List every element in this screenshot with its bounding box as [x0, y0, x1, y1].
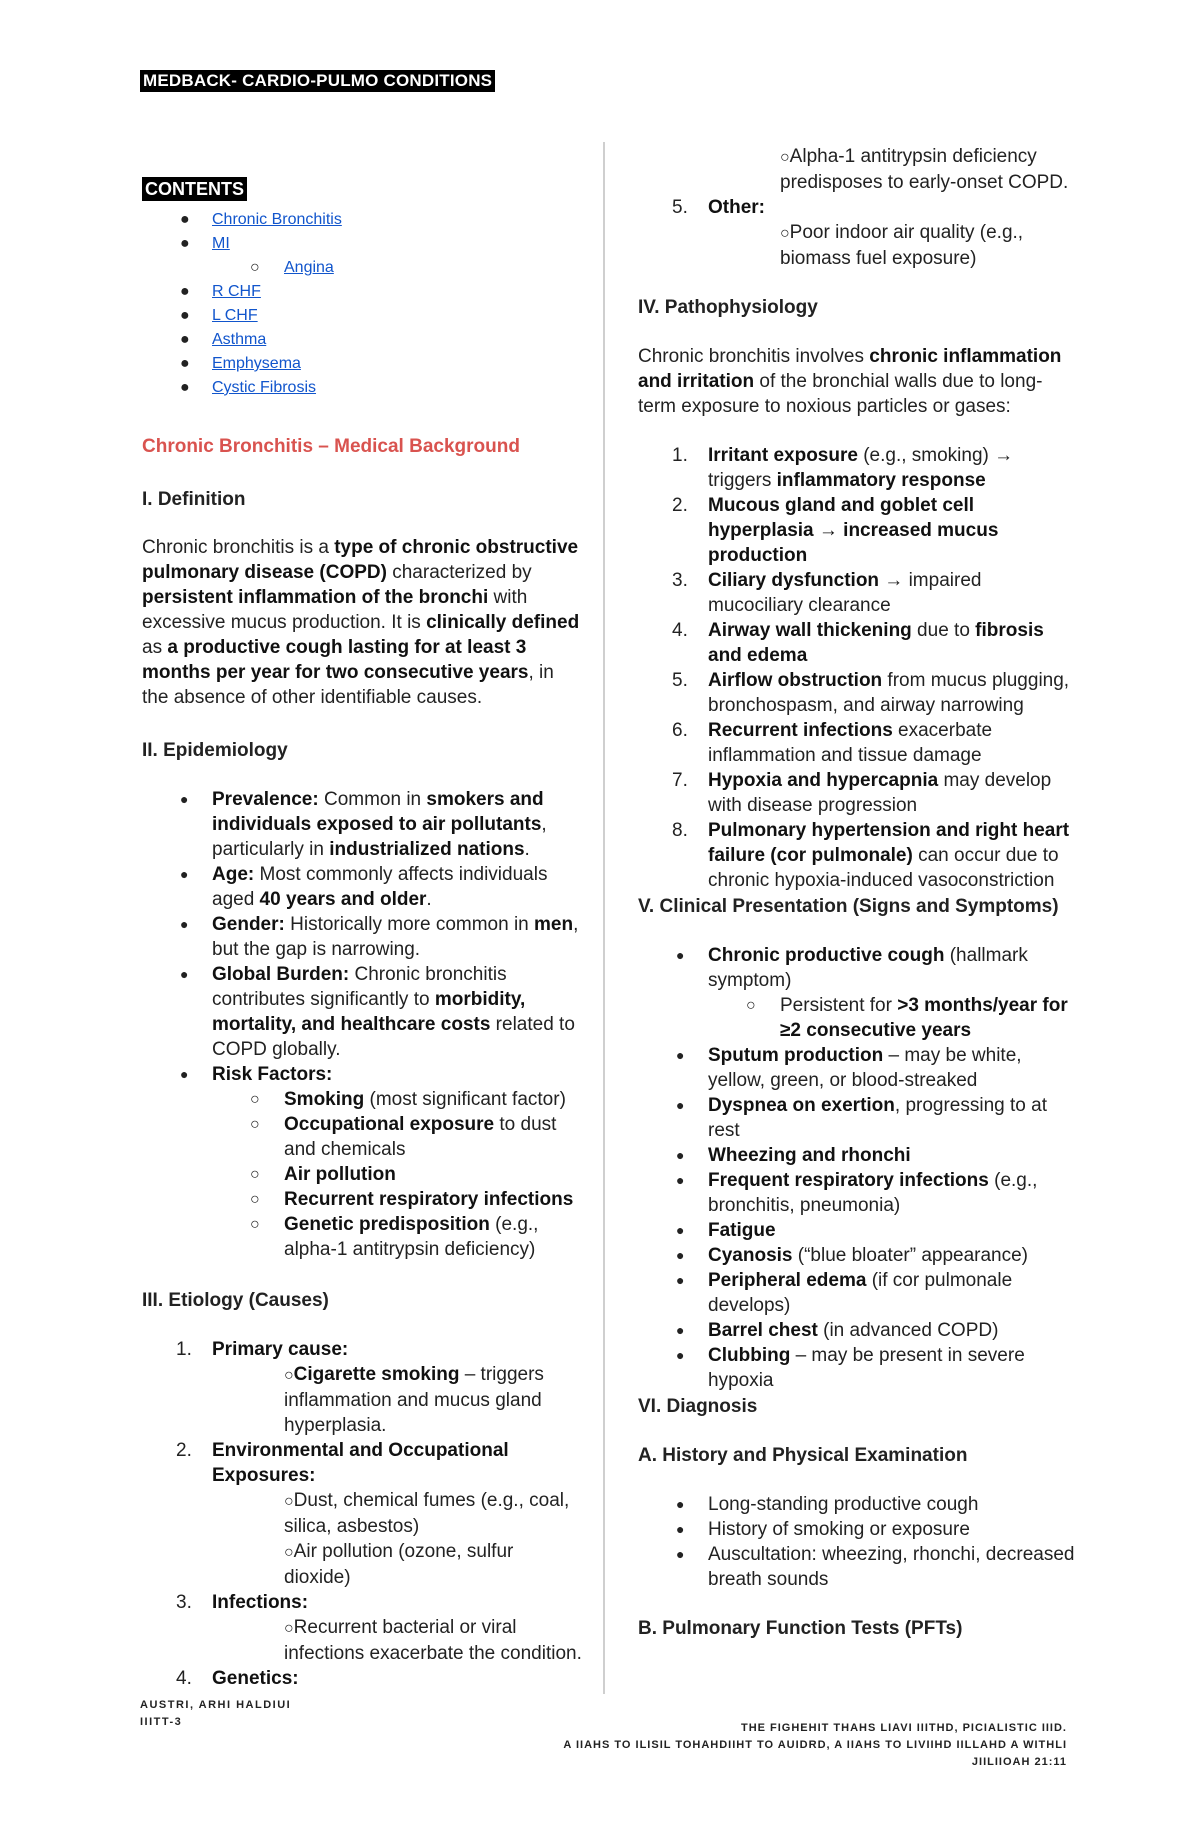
text: (“blue bloater” appearance)	[792, 1245, 1029, 1266]
list-subitem	[142, 1087, 582, 1112]
toc-link-angina[interactable]: Angina	[284, 259, 334, 276]
pathophysiology-heading: IV. Pathophysiology	[638, 297, 818, 318]
list-item	[638, 1268, 1078, 1318]
text: Sputum production	[708, 1045, 884, 1066]
table-of-contents	[142, 208, 582, 400]
list-item	[638, 443, 1078, 493]
text: Auscultation: wheezing, rhonchi, decreased breath sounds	[708, 1544, 1075, 1590]
text: Recurrent infections	[708, 720, 893, 741]
text: from mucus plugging, bronchospasm, and airway narrowing	[708, 670, 1070, 716]
etiology-list	[142, 1337, 582, 1691]
hollow-bullet-icon: ○	[284, 1493, 294, 1510]
list-item	[638, 668, 1078, 718]
hollow-bullet-icon: ○	[284, 1367, 294, 1384]
text: , but the gap is narrowing.	[212, 914, 579, 960]
text: Global Burden:	[212, 964, 350, 985]
text: Age:	[212, 864, 255, 885]
text: Chronic bronchitis contributes significantly to	[212, 964, 507, 1010]
text: (e.g., bronchitis, pneumonia)	[708, 1170, 1038, 1216]
footer-author-class: IIITT-3	[140, 1716, 183, 1728]
toc-item	[142, 232, 582, 256]
list-subitem	[142, 1162, 582, 1187]
list-item	[142, 862, 582, 912]
text: morbidity, mortality, and healthcare costs	[212, 989, 526, 1035]
text: Poor indoor air quality (e.g., biomass fuel exposure)	[780, 222, 1024, 269]
pathophysiology-intro	[638, 344, 1078, 419]
list-item	[638, 493, 1078, 568]
list-item	[142, 912, 582, 962]
bullet-icon: ●	[180, 866, 189, 882]
footer-quote-reference: JIILIIOAH 21:11	[971, 1756, 1067, 1768]
text: Risk Factors:	[212, 1064, 333, 1085]
hollow-bullet-icon: ○	[746, 997, 756, 1014]
text: Gender:	[212, 914, 285, 935]
text: Frequent respiratory infections	[708, 1170, 989, 1191]
toc-item	[142, 352, 582, 376]
text: Occupational exposure	[284, 1114, 495, 1135]
text: Cigarette smoking	[293, 1364, 460, 1385]
text: inflammatory response	[776, 470, 986, 491]
list-number: 4.	[176, 1668, 192, 1689]
toc-link-emphysema[interactable]: Emphysema	[212, 355, 301, 372]
bullet-icon: ●	[180, 283, 190, 300]
definition-heading: I. Definition	[142, 489, 246, 510]
text: type of chronic obstructive pulmonary disease (COPD)	[142, 537, 579, 583]
bullet-icon: ●	[676, 1496, 685, 1512]
text: Clubbing	[708, 1345, 791, 1366]
list-subitem	[142, 1488, 582, 1539]
list-item	[638, 1343, 1078, 1393]
clinical-heading: V. Clinical Presentation (Signs and Symptoms)	[638, 896, 1059, 917]
pathophysiology-list	[638, 443, 1078, 893]
footer-quote-line: A IIAHS TO ILISIL TOHAHDIIHT TO AUIDRD, A IIAHS TO LIVIIHD IILLAHD A WITHLI	[563, 1739, 1067, 1751]
toc-item	[142, 208, 582, 232]
diagnosis-subheading-a: A. History and Physical Examination	[638, 1445, 968, 1466]
bullet-icon: ●	[180, 379, 190, 396]
text: – may be white, yellow, green, or blood-streaked	[708, 1045, 1022, 1091]
list-item	[638, 1093, 1078, 1143]
text: Long-standing productive cough	[708, 1494, 979, 1515]
diagnosis-subheading-b: B. Pulmonary Function Tests (PFTs)	[638, 1618, 963, 1639]
list-item	[142, 1062, 582, 1087]
text: (hallmark symptom)	[708, 945, 1028, 991]
footer-author-name: AUSTRI, ARHI HALDIUI	[140, 1699, 292, 1711]
text: Alpha-1 antitrypsin deficiency predisposes to early-onset COPD.	[780, 146, 1069, 193]
list-item	[638, 1517, 1078, 1542]
toc-item	[142, 376, 582, 400]
list-subitem	[142, 1112, 582, 1162]
bullet-icon: ●	[676, 1097, 685, 1113]
bullet-icon: ●	[676, 1521, 685, 1537]
text: Barrel chest	[708, 1320, 818, 1341]
bullet-icon: ●	[180, 966, 189, 982]
text: History of smoking or exposure	[708, 1519, 970, 1540]
bullet-icon: ●	[676, 1272, 685, 1288]
list-item	[638, 768, 1078, 818]
hollow-bullet-icon: ○	[284, 1544, 294, 1561]
list-item	[638, 818, 1078, 893]
document-title: MEDBACK- CARDIO-PULMO CONDITIONS	[140, 70, 495, 92]
toc-item	[142, 304, 582, 328]
list-item	[638, 1542, 1078, 1592]
hollow-bullet-icon: ○	[284, 1620, 294, 1637]
text: Wheezing and rhonchi	[708, 1145, 911, 1166]
list-item	[638, 195, 1078, 220]
list-subitem	[142, 1212, 582, 1262]
bullet-icon: ●	[676, 1047, 685, 1063]
list-item	[638, 1168, 1078, 1218]
epidemiology-heading: II. Epidemiology	[142, 740, 288, 761]
bullet-icon: ●	[180, 235, 190, 252]
text: – may be present in severe hypoxia	[708, 1345, 1025, 1391]
text: may develop with disease progression	[708, 770, 1052, 816]
text: .	[524, 839, 530, 860]
text: Irritant exposure	[708, 445, 858, 466]
list-item	[142, 962, 582, 1062]
text: men	[534, 914, 574, 935]
hollow-bullet-icon: ○	[780, 225, 790, 242]
toc-link-l-chf[interactable]: L CHF	[212, 307, 258, 324]
text: .	[426, 889, 432, 910]
bullet-icon: ●	[676, 1247, 685, 1263]
text: Primary cause:	[212, 1339, 349, 1360]
text: related to COPD globally.	[212, 1014, 575, 1060]
list-number: 7.	[672, 770, 688, 791]
bullet-icon: ●	[180, 791, 189, 807]
list-number: 2.	[672, 495, 688, 516]
hollow-bullet-icon: ○	[250, 1166, 260, 1183]
list-number: 1.	[176, 1339, 192, 1360]
text: , particularly in	[212, 814, 547, 860]
epidemiology-list	[142, 787, 582, 1262]
hollow-bullet-icon: ○	[780, 149, 790, 166]
bullet-icon: ●	[676, 1347, 685, 1363]
text: characterized by	[386, 562, 532, 583]
list-subitem	[142, 1187, 582, 1212]
footer-quote-line: THE FIGHEHIT THAHS LIAVI IIITHD, PICIALISTIC IIID.	[740, 1722, 1067, 1734]
text: Genetic predisposition	[284, 1214, 490, 1235]
text: → increased mucus production	[708, 520, 999, 566]
text: (in advanced COPD)	[817, 1320, 999, 1341]
text: a productive cough lasting for at least 3 months per year for two consecutive years	[142, 637, 529, 683]
text: with excessive mucus production. It is	[142, 587, 528, 633]
list-item	[638, 1492, 1078, 1517]
etiology-heading: III. Etiology (Causes)	[142, 1290, 329, 1311]
text: Dyspnea on exertion	[708, 1095, 895, 1116]
text: Genetics:	[212, 1668, 299, 1689]
bullet-icon: ●	[180, 307, 190, 324]
bullet-icon: ●	[676, 1546, 685, 1562]
text: Recurrent respiratory infections	[284, 1189, 574, 1210]
text: Historically more common in	[284, 914, 535, 935]
text: chronic inflammation and irritation	[638, 346, 1062, 392]
list-item	[142, 1590, 582, 1615]
text: Environmental and Occupational Exposures:	[212, 1440, 509, 1486]
section-title: Chronic Bronchitis – Medical Background	[142, 436, 520, 457]
definition-paragraph	[142, 535, 582, 710]
list-item	[142, 1666, 582, 1691]
toc-link-asthma[interactable]: Asthma	[212, 331, 267, 348]
text: Hypoxia and hypercapnia	[708, 770, 939, 791]
text: , progressing to at rest	[708, 1095, 1047, 1141]
bullet-icon: ●	[676, 1172, 685, 1188]
text: fibrosis and edema	[708, 620, 1044, 666]
toc-link-r-chf[interactable]: R CHF	[212, 283, 261, 300]
text: (if cor pulmonale develops)	[708, 1270, 1013, 1316]
text: Air pollution (ozone, sulfur dioxide)	[284, 1541, 514, 1588]
bullet-icon: ●	[676, 1147, 685, 1163]
text: smokers and individuals exposed to air pollutants	[212, 789, 544, 835]
bullet-icon: ●	[180, 331, 190, 348]
text: clinically defined	[426, 612, 580, 633]
bullet-icon: ●	[180, 1066, 189, 1082]
bullet-icon: ●	[180, 211, 190, 228]
text: Chronic bronchitis involves	[638, 346, 870, 367]
text: Airflow obstruction	[708, 670, 883, 691]
footer-quote	[563, 1720, 1067, 1771]
hollow-bullet-icon: ○	[250, 1216, 260, 1233]
text: Chronic productive cough	[708, 945, 945, 966]
text: Recurrent bacterial or viral infections exacerbate the condition.	[284, 1617, 582, 1664]
text: Fatigue	[708, 1220, 776, 1241]
text: Airway wall thickening	[708, 620, 912, 641]
toc-item	[142, 328, 582, 352]
toc-item	[142, 280, 582, 304]
text: to dust and chemicals	[284, 1114, 557, 1160]
footer-author	[140, 1697, 291, 1731]
text: due to	[911, 620, 976, 641]
contents-heading: CONTENTS	[142, 177, 247, 201]
list-item	[638, 1043, 1078, 1093]
list-item	[142, 1438, 582, 1488]
list-number: 8.	[672, 820, 688, 841]
text: → impaired mucociliary clearance	[708, 570, 982, 616]
text: Mucous gland and goblet cell hyperplasia	[708, 495, 975, 541]
bullet-icon: ●	[676, 947, 685, 963]
list-subitem	[142, 1539, 582, 1590]
toc-item	[142, 256, 582, 280]
list-subitem	[638, 144, 1078, 195]
text: Common in	[318, 789, 427, 810]
list-item	[638, 943, 1078, 993]
toc-link-chronic-bronchitis[interactable]: Chronic Bronchitis	[212, 211, 342, 228]
text: Ciliary dysfunction	[708, 570, 880, 591]
text: Dust, chemical fumes (e.g., coal, silica, asbestos)	[284, 1490, 570, 1537]
list-item	[638, 718, 1078, 768]
list-item	[638, 1243, 1078, 1268]
text: 40 years and older	[259, 889, 427, 910]
text: of the bronchial walls due to long-term exposure to noxious particles or gases:	[638, 371, 1043, 417]
text: Infections:	[212, 1592, 309, 1613]
diagnosis-a-list	[638, 1492, 1078, 1592]
hollow-bullet-icon: ○	[250, 1116, 260, 1133]
list-number: 3.	[176, 1592, 192, 1613]
text: industrialized nations	[329, 839, 525, 860]
list-subitem	[142, 1362, 582, 1438]
list-subitem	[638, 993, 1078, 1043]
list-item	[142, 1337, 582, 1362]
toc-link-mi[interactable]: MI	[212, 235, 230, 252]
hollow-bullet-icon: ○	[250, 1191, 260, 1208]
text: Chronic bronchitis is a	[142, 537, 335, 558]
text: (e.g., smoking) → triggers	[708, 445, 1014, 491]
text: persistent inflammation of the bronchi	[142, 587, 489, 608]
text: as	[142, 637, 168, 658]
bullet-icon: ●	[180, 916, 189, 932]
list-item	[638, 1143, 1078, 1168]
list-item	[638, 568, 1078, 618]
clinical-list	[638, 943, 1078, 1393]
bullet-icon: ●	[676, 1222, 685, 1238]
bullet-icon: ●	[180, 355, 190, 372]
text: Most commonly affects individuals aged	[212, 864, 548, 910]
text: Cyanosis	[708, 1245, 793, 1266]
column-divider	[603, 142, 605, 1694]
bullet-icon: ●	[676, 1322, 685, 1338]
text: Persistent for	[780, 995, 898, 1016]
text: – triggers inflammation and mucus gland hyperplasia.	[284, 1364, 544, 1436]
text: Prevalence:	[212, 789, 319, 810]
text: , in the absence of other identifiable causes.	[142, 662, 554, 708]
diagnosis-heading: VI. Diagnosis	[638, 1396, 758, 1417]
text: Pulmonary hypertension and right heart failure (cor pulmonale)	[708, 820, 1070, 866]
text: Other:	[708, 197, 765, 218]
list-number: 1.	[672, 445, 688, 466]
list-subitem	[638, 220, 1078, 271]
list-number: 5.	[672, 670, 688, 691]
list-number: 6.	[672, 720, 688, 741]
text: Air pollution	[284, 1164, 396, 1185]
hollow-bullet-icon: ○	[250, 1091, 260, 1108]
toc-link-cystic-fibrosis[interactable]: Cystic Fibrosis	[212, 379, 317, 396]
text: exacerbate inflammation and tissue damage	[708, 720, 993, 766]
list-item	[638, 618, 1078, 668]
text: Smoking	[284, 1089, 365, 1110]
list-number: 2.	[176, 1440, 192, 1461]
text: >3 months/year for ≥2 consecutive years	[780, 995, 1068, 1041]
text: (e.g., alpha-1 antitrypsin deficiency)	[284, 1214, 539, 1260]
etiology-list-continued	[638, 144, 1078, 271]
list-item	[142, 787, 582, 862]
text: Peripheral edema	[708, 1270, 867, 1291]
text: (most significant factor)	[364, 1089, 566, 1110]
list-subitem	[142, 1615, 582, 1666]
list-item	[638, 1218, 1078, 1243]
list-number: 3.	[672, 570, 688, 591]
hollow-bullet-icon: ○	[250, 259, 260, 276]
list-number: 4.	[672, 620, 688, 641]
text: can occur due to chronic hypoxia-induced vasoconstriction	[708, 845, 1059, 891]
list-number: 5.	[672, 197, 688, 218]
list-item	[638, 1318, 1078, 1343]
